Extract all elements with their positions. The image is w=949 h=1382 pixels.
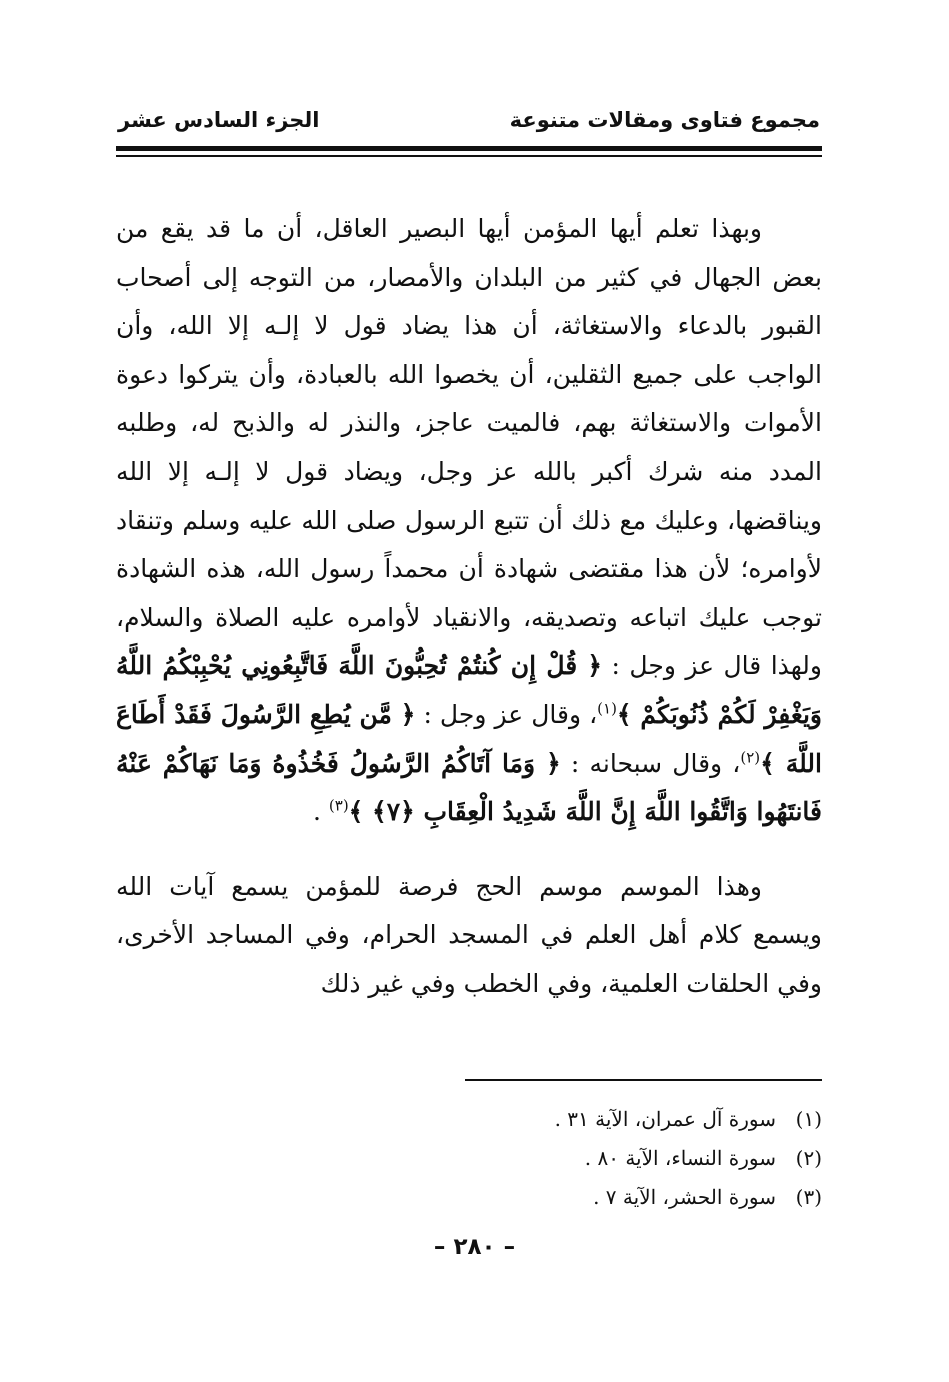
paragraph-1-text-b: ، وقال عز وجل : xyxy=(423,699,598,729)
header-rule-thin xyxy=(116,155,822,157)
paragraph-1-text-a: وبهذا تعلم أيها المؤمن أيها البصير العاقل، أن ما قد يقع من بعض الجهال في كثير من البلدان والأمصار، من التوجه إلى أصحاب القبور بالدعاء والاستغاثة، أن هذا يضاد قول لا إلـه إلا الله، وأن الواجب على جميع الثقلين، أن يخصوا الله بالعبادة، وأن يتركوا دعوة الأموات والاستغاثة بهم، فالميت عاجز، والنذر له والذبح له، وطلبه المدد منه شرك أكبر بالله عز وجل، ويضاد قول لا إلـه إلا الله ويناقضها، وعليك مع ذلك أن تتبع الرسول صلى الله عليه وسلم وتنقاد لأوامره؛ لأن هذا مقتضى شهادة أن محمداً رسول الله، هذه الشهادة توجب عليك اتباعه وتصديقه، والانقياد لأوامره عليه الصلاة والسلام، ولهذا قال عز وجل : xyxy=(116,214,822,681)
footnotes xyxy=(440,1100,822,1217)
main-text xyxy=(116,205,822,1009)
footnote-item xyxy=(440,1100,822,1139)
paragraph-2: وهذا الموسم موسم الحج فرصة للمؤمن يسمع آيات الله ويسمع كلام أهل العلم في المسجد الحرام، وفي المساجد الأخرى، وفي الحلقات العلمية، وفي الخطب وفي غير ذلك xyxy=(116,871,822,998)
footnote-ref-3: (٣) xyxy=(328,796,349,815)
volume-part: الجزء السادس عشر xyxy=(118,108,320,132)
paragraph-1-end: . xyxy=(312,797,329,827)
quran-verse-1: ﴿ قُلْ إِن كُنتُمْ تُحِبُّونَ اللَّهَ فَاتَّبِعُونِي يُحْبِبْكُمُ اللَّهُ وَيَغْفِرْ لَكُمْ ذُنُوبَكُمْ ﴾ xyxy=(116,651,823,729)
footnote-item xyxy=(440,1139,822,1178)
page-number: – ٢٨٠ – xyxy=(433,1234,516,1260)
quran-verse-2: ﴿ مَّن يُطِعِ الرَّسُولَ فَقَدْ أَطَاعَ اللَّهَ ﴾ xyxy=(116,699,822,778)
running-header xyxy=(118,100,820,140)
footnote-separator xyxy=(465,1079,822,1081)
footnote-text: سورة النساء، الآية ٨٠ . xyxy=(584,1146,776,1170)
footnote-number: (٢) xyxy=(795,1146,822,1170)
footnote-ref-1: (١) xyxy=(597,699,617,718)
footnote-text: سورة الحشر، الآية ٧ . xyxy=(593,1185,776,1209)
footnote-text: سورة آل عمران، الآية ٣١ . xyxy=(554,1107,776,1131)
header-rule-thick xyxy=(116,146,822,151)
quran-verse-3: ﴿ وَمَا آتَاكُمُ الرَّسُولُ فَخُذُوهُ وَمَا نَهَاكُمْ عَنْهُ فَانتَهُوا وَاتَّقُوا اللَّهَ إِنَّ اللَّهَ شَدِيدُ الْعِقَابِ ﴿٧﴾ ﴾ xyxy=(116,748,822,827)
paragraph-1-text-c: ، وقال سبحانه : xyxy=(570,748,741,778)
paragraph-1 xyxy=(116,205,822,837)
footnote-number: (١) xyxy=(795,1107,822,1131)
book-title: مجموع فتاوى ومقالات متنوعة xyxy=(509,108,820,132)
footnote-item xyxy=(440,1178,822,1217)
footnote-number: (٣) xyxy=(795,1185,822,1209)
footnote-ref-2: (٢) xyxy=(740,748,761,767)
